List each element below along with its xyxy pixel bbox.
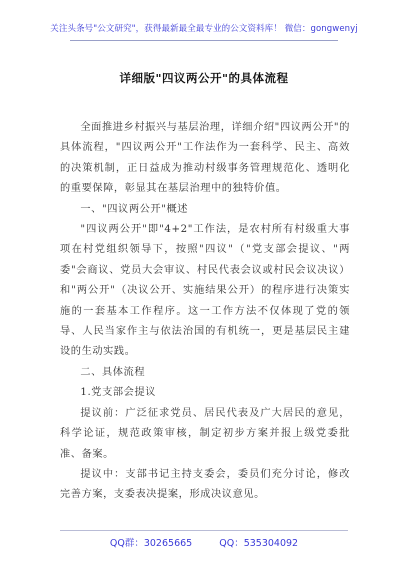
document-body (60, 118, 350, 506)
intro-paragraph: 全面推进乡村振兴与基层治理，详细介绍"四议两公开"的具体流程，"四议两公开"工作法作为一套科学、民主、高效的决策机制，正日益成为推动村级事务管理规范化、透明化的重要保障，彰显其在基层治理中的独特价值。 (60, 122, 350, 195)
body-paragraph: 提议中：支部书记主持支委会，委员们充分讨论，修改完善方案，支委表决提案，形成决议意见。 (60, 468, 350, 501)
body-paragraph: 提议前：广泛征求党员、居民代表及广大居民的意见，科学论证，规范政策审核，制定初步方案并报上级党委批准、备案。 (60, 407, 350, 460)
section-heading: 二、具体流程 (80, 366, 146, 378)
footer-qq-group: QQ群：30265665 (109, 538, 193, 549)
footer-divider (60, 530, 348, 531)
body-paragraph: "四议两公开"即"4+2"工作法，是农村所有村级重大事项在村党组织领导下，按照"四议"（"党支部会提议、"两委"会商议、党员大会审议、村民代表会议或村民会议决议）和"两公开"（决议公开、实施结果公开）的程序进行决策实施的一套基本工作程序。这一工作方法不仅体现了党的领导、人民当家作主与依法治国的有机统一，更是基层民主建设的生动实践。 (60, 224, 350, 358)
footer-contact (0, 535, 408, 549)
document-title: 详细版"四议两公开"的具体流程 (119, 71, 289, 85)
subsection-heading: 1.党支部会提议 (80, 387, 157, 399)
header-banner: 关注头条号"公文研究"，获得最新最全最专业的公文资料库！ 微信：gongwenyj (50, 24, 358, 34)
section-heading: 一、"四议两公开"概述 (80, 203, 189, 215)
footer-qq: QQ：535304092 (219, 538, 299, 549)
header-divider (70, 40, 338, 41)
